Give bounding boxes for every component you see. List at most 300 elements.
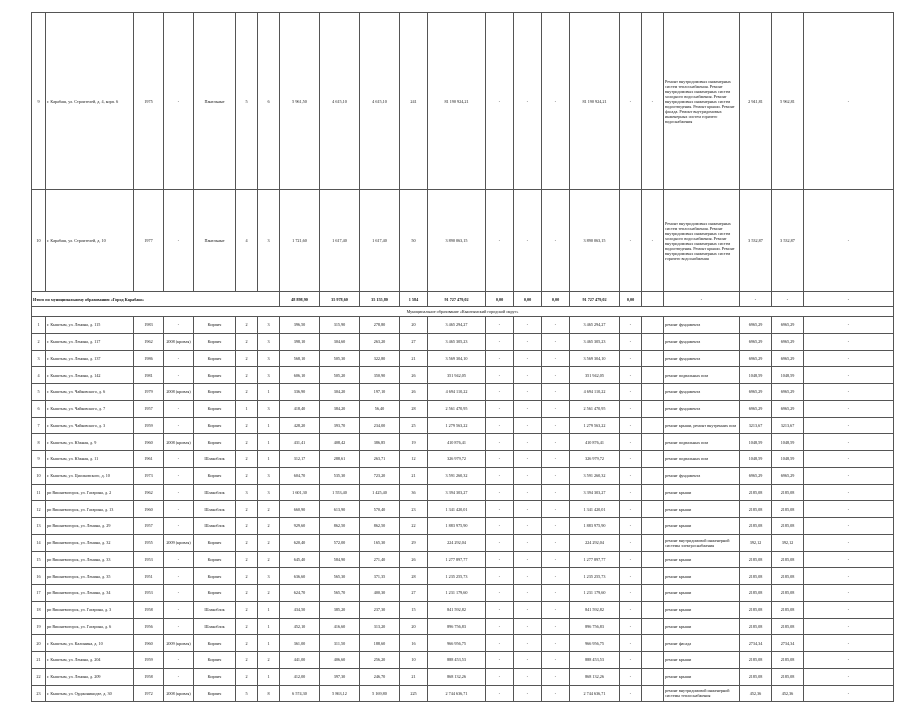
cell-no: 3 [32,350,46,367]
cell-material: Шлакоблок [194,501,236,518]
cell-deadline: - [804,652,894,669]
cell-c1: - [486,317,514,334]
cell-area-res: 237,30 [360,601,400,618]
cell-area-living: 1 553,40 [320,484,360,501]
cell-unit-cost: 2185,08 [740,568,772,585]
cell-address: рп Вишневогорск, ул. Гагарина, д. 2 [46,484,134,501]
cell-year2: - [164,484,194,501]
total-area-total: 48 898,90 [280,292,320,307]
cell-residents: 241 [400,13,428,190]
cell-c4: 2 744 636,71 [570,685,620,702]
table-row [32,518,894,535]
cell-area-res: 723,20 [360,467,400,484]
cell-max-cost: 1048,59 [772,434,804,451]
cell-c4: 410 876,41 [570,434,620,451]
cell-residents: 20 [400,317,428,334]
total-c4: 91 727 479,02 [570,292,620,307]
cell-c4: 888 453,53 [570,652,620,669]
cell-c2: - [514,568,542,585]
cell-unit-cost: 2 941,81 [740,13,772,190]
cell-year: 1962 [134,484,164,501]
cell-deadline: - [804,467,894,484]
cell-unit-cost: 392,12 [740,534,772,551]
cell-year2: - [164,13,194,190]
cell-entrances: 1 [258,635,280,652]
cell-entrances: 1 [258,417,280,434]
cell-year2: - [164,668,194,685]
cell-year: 1973 [134,467,164,484]
cell-unit-cost: 2185,08 [740,551,772,568]
cell-cost-total: 2 744 636,71 [428,685,486,702]
cell-deadline: - [804,434,894,451]
cell-max-cost: 6965,29 [772,400,804,417]
cell-work: ремонт крыши, ремонт внутренних пом [664,417,740,434]
table-row [32,434,894,451]
cell-year: 1956 [134,618,164,635]
total-unit-cost: - [740,292,772,307]
cell-floors: 2 [236,501,258,518]
cell-material: Шлакоблок [194,618,236,635]
cell-year2: - [164,451,194,468]
cell-material: Кирпич [194,668,236,685]
cell-cost-total: 1 235 255,73 [428,568,486,585]
cell-c1: - [486,601,514,618]
table-row [32,317,894,334]
cell-c5: - [620,317,642,334]
cell-area-living: 565,70 [320,585,360,602]
cell-c2: - [514,317,542,334]
cell-residents: 36 [400,484,428,501]
cell-residents: 50 [400,190,428,292]
cell-c1: - [486,467,514,484]
cell-material: Кирпич [194,568,236,585]
cell-c3: - [542,635,570,652]
cell-c3: - [542,317,570,334]
cell-work: ремонт внутридомовой инженерной системы электроснабжения [664,534,740,551]
cell-c1: - [486,333,514,350]
cell-unit-cost: 3213,67 [740,417,772,434]
cell-floors: 2 [236,668,258,685]
cell-c1: - [486,484,514,501]
cell-material: Кирпич [194,467,236,484]
table-row [32,585,894,602]
cell-c5: - [620,417,642,434]
cell-floors: 2 [236,333,258,350]
cell-c4: 3 569 304,10 [570,350,620,367]
cell-c5: - [620,13,642,190]
cell-deadline: - [804,317,894,334]
cell-address: г. Кыштым, ул. Ленина, д. 142 [46,367,134,384]
cell-c6 [642,317,664,334]
table-row [32,400,894,417]
cell-year2: - [164,400,194,417]
table-row [32,350,894,367]
cell-c4: 81 190 924,21 [570,13,620,190]
cell-unit-cost: 2185,08 [740,652,772,669]
table-row [32,13,894,190]
cell-unit-cost: 6965,29 [740,400,772,417]
cell-c4: 326 979,72 [570,451,620,468]
cell-c3: - [542,585,570,602]
cell-floors: 4 [236,190,258,292]
cell-year2: - [164,367,194,384]
cell-area-living: 315,90 [320,317,360,334]
cell-area-total: 431,41 [280,434,320,451]
cell-material: Кирпич [194,434,236,451]
cell-c2: - [514,585,542,602]
cell-c5: - [620,384,642,401]
cell-area-total: 361,00 [280,635,320,652]
cell-c1: - [486,685,514,702]
cell-year: 1959 [134,417,164,434]
cell-deadline: - [804,551,894,568]
cell-entrances: 3 [258,350,280,367]
cell-max-cost: 2185,08 [772,551,804,568]
cell-floors: 2 [236,451,258,468]
cell-c1: - [486,551,514,568]
cell-address: г. Кыштым, ул. Ленина, д. 115 [46,317,134,334]
table-row [32,601,894,618]
cell-entrances: 3 [258,400,280,417]
cell-unit-cost: 2185,08 [740,585,772,602]
cell-area-living: 535,30 [320,467,360,484]
table-row [32,484,894,501]
cell-work: ремонт крыши [664,551,740,568]
cell-year: 1953 [134,551,164,568]
cell-area-living: 406,60 [320,652,360,669]
cell-c5: - [620,434,642,451]
cell-unit-cost: 2185,08 [740,518,772,535]
cell-work: ремонт фундамента [664,317,740,334]
cell-floors: 2 [236,384,258,401]
cell-area-total: 336,90 [280,384,320,401]
cell-c3: - [542,668,570,685]
cell-unit-cost: 1048,59 [740,367,772,384]
cell-area-res: 313,20 [360,618,400,635]
cell-c6 [642,668,664,685]
cell-area-total: 6 574,30 [280,685,320,702]
cell-c3: - [542,551,570,568]
cell-work: Ремонт внутридомовых инженерных систем теплоснабжения. Ремонт внутридомовых инженерных систем холодного водоснабжения. Ремонт внутридомовых инженерных систем водоотведения. Ремонт крыши. Ремонт фасада. Ремонт внутридомовых инженерных систем горячего водоснабжения [664,13,740,190]
cell-max-cost: 3213,67 [772,417,804,434]
cell-deadline: - [804,417,894,434]
cell-cost-total: 224 292,04 [428,534,486,551]
cell-material: Шлакоблок [194,601,236,618]
cell-no: 9 [32,13,46,190]
cell-area-total: 636,60 [280,568,320,585]
cell-year: 1959 [134,652,164,669]
cell-address: г. Кыштым, ул. Южная, д. 11 [46,451,134,468]
cell-c1: - [486,652,514,669]
cell-c3: - [542,350,570,367]
cell-floors: 2 [236,518,258,535]
cell-address: г. Кыштым, ул. Чайковского, д. 6 [46,384,134,401]
cell-deadline: - [804,367,894,384]
cell-year2: - [164,350,194,367]
cell-cost-total: 351 942,05 [428,367,486,384]
table-row [32,635,894,652]
cell-area-res: 188,60 [360,635,400,652]
cell-residents: 19 [400,434,428,451]
cell-address: рп Вишневогорск, ул. Ленина, д. 33 [46,551,134,568]
cell-c5: - [620,652,642,669]
cell-area-total: 929,60 [280,518,320,535]
cell-c3: - [542,618,570,635]
cell-c5: - [620,190,642,292]
cell-c4: 351 942,05 [570,367,620,384]
cell-material: Кирпич [194,350,236,367]
cell-material: Панельные [194,190,236,292]
cell-area-living: 311,50 [320,635,360,652]
cell-floors: 2 [236,618,258,635]
cell-year2: 2009 (кровля) [164,635,194,652]
cell-max-cost: 2185,08 [772,501,804,518]
cell-c1: - [486,585,514,602]
cell-c2: - [514,601,542,618]
cell-max-cost: 3 532,87 [772,190,804,292]
cell-year: 1986 [134,350,164,367]
cell-floors: 2 [236,585,258,602]
cell-c5: - [620,350,642,367]
cell-c6 [642,551,664,568]
cell-residents: 10 [400,652,428,669]
cell-area-living: 5 863,12 [320,685,360,702]
cell-material: Шлакоблок [194,518,236,535]
cell-area-total: 434,50 [280,601,320,618]
cell-deadline: - [804,13,894,190]
cell-c4: 1 235 255,73 [570,568,620,585]
cell-c5: - [620,585,642,602]
cell-material: Кирпич [194,384,236,401]
cell-area-res: 56,40 [360,400,400,417]
cell-work: ремонт крыши [664,601,740,618]
cell-c2: - [514,400,542,417]
cell-deadline: - [804,400,894,417]
cell-no: 7 [32,417,46,434]
table-row [32,551,894,568]
cell-address: рп Вишневогорск, ул. Ленина, д. 35 [46,568,134,585]
cell-year: 1975 [134,13,164,190]
cell-c5: - [620,601,642,618]
cell-unit-cost: 452,36 [740,685,772,702]
cell-c5: - [620,484,642,501]
cell-max-cost: 6965,29 [772,333,804,350]
cell-max-cost: 5 962,81 [772,13,804,190]
cell-c6 [642,400,664,417]
repair-program-table [31,12,894,702]
cell-c6 [642,618,664,635]
cell-c4: 1 279 563,22 [570,417,620,434]
total-area-living: 35 978,60 [320,292,360,307]
cell-area-res: 5 169,80 [360,685,400,702]
cell-area-living: 565,30 [320,568,360,585]
cell-c4: 1 883 975,90 [570,518,620,535]
cell-deadline: - [804,668,894,685]
cell-address: г. Кыштым, ул. Ленина, д. 204 [46,652,134,669]
cell-unit-cost: 6965,29 [740,317,772,334]
cell-c3: - [542,190,570,292]
cell-year2: - [164,417,194,434]
cell-year2: - [164,585,194,602]
cell-area-living: 1 617,40 [320,190,360,292]
total-area-res: 35 155,80 [360,292,400,307]
cell-c3: - [542,568,570,585]
cell-c1: - [486,635,514,652]
cell-address: г. Карабаш, ул. Строителей, д. 10 [46,190,134,292]
cell-entrances: 1 [258,601,280,618]
cell-unit-cost: 6965,29 [740,333,772,350]
cell-work: ремонт подвальных пом [664,434,740,451]
cell-residents: 27 [400,585,428,602]
cell-work: ремонт фундамента [664,333,740,350]
cell-unit-cost: 6965,29 [740,467,772,484]
cell-residents: 26 [400,551,428,568]
cell-c2: - [514,467,542,484]
cell-c6 [642,367,664,384]
cell-c5: - [620,635,642,652]
cell-year2: - [164,652,194,669]
cell-area-total: 1 601,30 [280,484,320,501]
cell-address: г. Кыштым, ул. Чайковского, д. 3 [46,417,134,434]
total-c2: 0,00 [514,292,542,307]
cell-c3: - [542,518,570,535]
cell-no: 10 [32,190,46,292]
cell-c5: - [620,668,642,685]
cell-area-living: 572,00 [320,534,360,551]
cell-material: Панельные [194,13,236,190]
cell-work: ремонт внутридомовой инженерной системы теплоснабжения [664,685,740,702]
cell-area-total: 604,70 [280,467,320,484]
cell-year: 1958 [134,668,164,685]
cell-entrances: 1 [258,434,280,451]
cell-area-living: 505,20 [320,367,360,384]
cell-material: Шлакоблок [194,484,236,501]
cell-area-res: 246,70 [360,668,400,685]
cell-entrances: 3 [258,568,280,585]
cell-c4: 1 231 179,60 [570,585,620,602]
cell-deadline: - [804,451,894,468]
cell-area-total: 418,40 [280,400,320,417]
cell-residents: 225 [400,685,428,702]
cell-no: 1 [32,317,46,334]
table-body [32,13,894,702]
cell-c6 [642,350,664,367]
cell-deadline: - [804,190,894,292]
cell-entrances: 2 [258,518,280,535]
cell-residents: 15 [400,601,428,618]
cell-address: г. Кыштым, ул. Ленина, д. 117 [46,333,134,350]
cell-area-res: 256,20 [360,652,400,669]
cell-year: 1979 [134,384,164,401]
cell-cost-total: 410 876,41 [428,434,486,451]
cell-entrances: 2 [258,501,280,518]
cell-c6 [642,467,664,484]
cell-c3: - [542,13,570,190]
section-title: Муниципальное образование «Кыштымский городской округ» [32,307,894,317]
cell-c5: - [620,551,642,568]
cell-residents: 25 [400,417,428,434]
cell-address: г. Кыштым, ул. Южная, д. 9 [46,434,134,451]
cell-c5: - [620,534,642,551]
cell-material: Кирпич [194,652,236,669]
total-work: - [664,292,740,307]
cell-c6 [642,484,664,501]
cell-area-res: 165,30 [360,534,400,551]
cell-cost-total: 3 465 294,27 [428,317,486,334]
cell-entrances: 2 [258,551,280,568]
cell-c2: - [514,685,542,702]
cell-c2: - [514,534,542,551]
cell-no: 12 [32,501,46,518]
cell-area-res: 386,85 [360,434,400,451]
cell-cost-total: 3 591 260,32 [428,467,486,484]
cell-c4: 841 592,82 [570,601,620,618]
cell-area-res: 371,35 [360,568,400,585]
cell-material: Кирпич [194,417,236,434]
cell-c6 [642,652,664,669]
cell-entrances: 3 [258,367,280,384]
cell-address: г. Кыштым, ул. Циолковского, д. 10 [46,467,134,484]
cell-material: Кирпич [194,317,236,334]
cell-c5: - [620,518,642,535]
cell-c3: - [542,467,570,484]
cell-c3: - [542,434,570,451]
cell-c3: - [542,417,570,434]
cell-address: г. Кыштым, ул. Чайковского, д. 7 [46,400,134,417]
total-label: Итого по муниципальному образованию «Город Карабаш» [32,292,280,307]
cell-c4: 4 694 110,22 [570,384,620,401]
cell-max-cost: 2734,34 [772,635,804,652]
cell-deadline: - [804,534,894,551]
cell-entrances: 2 [258,652,280,669]
cell-floors: 2 [236,534,258,551]
table-row [32,568,894,585]
cell-entrances: 3 [258,484,280,501]
cell-year2: - [164,501,194,518]
cell-deadline: - [804,501,894,518]
cell-deadline: - [804,685,894,702]
cell-c3: - [542,367,570,384]
cell-c1: - [486,417,514,434]
cell-year: 1962 [134,333,164,350]
cell-c6 [642,601,664,618]
cell-c6: - [642,190,664,292]
cell-material: Кирпич [194,333,236,350]
cell-year2: - [164,317,194,334]
cell-c2: - [514,484,542,501]
cell-entrances: 3 [258,467,280,484]
cell-material: Кирпич [194,534,236,551]
cell-area-res: 263,20 [360,333,400,350]
table-row [32,333,894,350]
cell-area-living: 4 615,10 [320,13,360,190]
total-max-cost: - [772,292,804,307]
cell-no: 18 [32,601,46,618]
cell-year: 1961 [134,451,164,468]
cell-no: 4 [32,367,46,384]
cell-deadline: - [804,484,894,501]
cell-area-res: 271,40 [360,551,400,568]
cell-unit-cost: 2734,34 [740,635,772,652]
cell-max-cost: 2185,08 [772,618,804,635]
cell-work: Ремонт внутридомовых инженерных систем теплоснабжения. Ремонт внутридомовых инженерных систем холодного водоснабжения. Ремонт внутридомовых инженерных систем водоотведения. Ремонт крыши. Ремонт внутридомовых инженерных систем горячего водоснабжения [664,190,740,292]
cell-area-res: 234,00 [360,417,400,434]
cell-c1: - [486,434,514,451]
cell-deadline: - [804,384,894,401]
cell-c4: 3 591 260,32 [570,467,620,484]
cell-floors: 2 [236,467,258,484]
section-row [32,307,894,317]
